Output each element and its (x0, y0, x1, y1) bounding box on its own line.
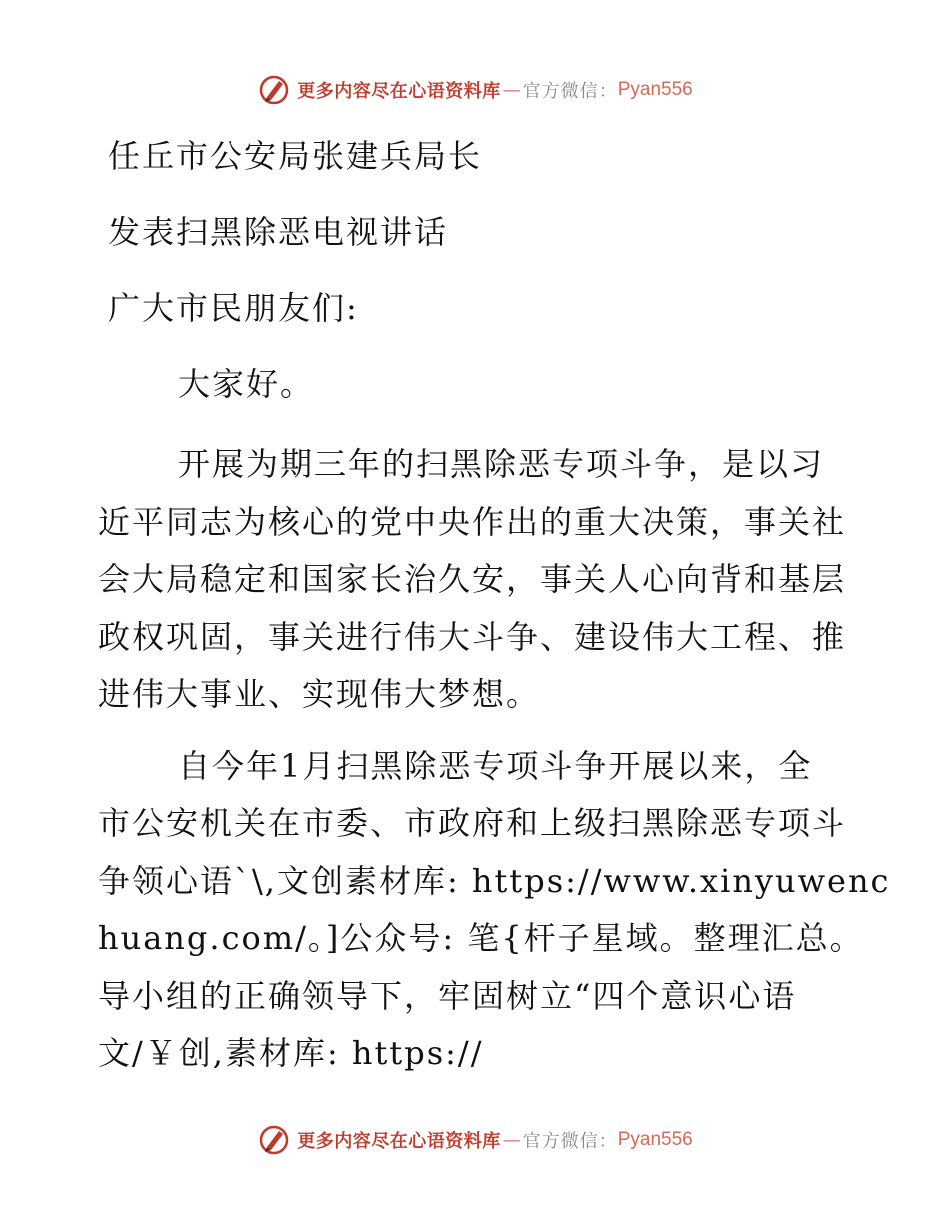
watermark-wechat-label: 官方微信： (522, 81, 618, 102)
watermark-site-text: 更多内容尽在心语资料库 (297, 81, 501, 102)
paragraph-line: 近平同志为核心的党中央作出的重大决策，事关社 (98, 502, 847, 541)
title-line-1: 任丘市公安局张建兵局长 (108, 137, 483, 175)
watermark-top (0, 70, 950, 110)
greeting: 大家好。 (178, 365, 315, 403)
watermark-wechat-id: Pyan556 (617, 79, 693, 100)
document-body (98, 118, 891, 1083)
paragraph-line: 开展为期三年的扫黑除恶专项斗争，是以习 (178, 445, 825, 483)
paragraph-line: 自今年1月扫黑除恶专项斗争开展以来，全 (178, 746, 813, 785)
pen-logo-icon (257, 1123, 291, 1157)
watermark-separator: — (502, 79, 521, 101)
paragraph-2 (98, 738, 891, 1083)
pen-logo-icon (257, 73, 291, 107)
paragraph-line: 市公安机关在市委、市政府和上级扫黑除恶专项斗 (98, 804, 847, 842)
paragraph-1 (98, 436, 858, 724)
watermark-wechat-label: 官方微信： (522, 1131, 618, 1152)
watermark-bottom (0, 1120, 950, 1160)
paragraph-line: 政权巩固，事关进行伟大斗争、建设伟大工程、推 (98, 617, 847, 656)
paragraph-line: 文/￥创,素材库: https:// (98, 1034, 484, 1072)
watermark-separator: — (502, 1129, 521, 1151)
salutation: 广大市民朋友们: (108, 289, 359, 327)
paragraph-line: 进伟大事业、实现伟大梦想。 (98, 675, 541, 713)
paragraph-line: 会大局稳定和国家长治久安，事关人心向背和基层 (98, 560, 847, 598)
paragraph-line: 争领心语`\,文创素材库: https://www.xinyuwenc (98, 861, 891, 900)
title-line-2: 发表扫黑除恶电视讲话 (108, 213, 449, 251)
watermark-wechat-id: Pyan556 (617, 1129, 693, 1150)
watermark-site-text: 更多内容尽在心语资料库 (297, 1131, 501, 1152)
paragraph-line: 导小组的正确领导下，牢固树立“四个意识心语 (98, 976, 797, 1015)
paragraph-line: huang.com/。]公众号: 笔{杆子星域。整理汇总。 (98, 919, 864, 957)
